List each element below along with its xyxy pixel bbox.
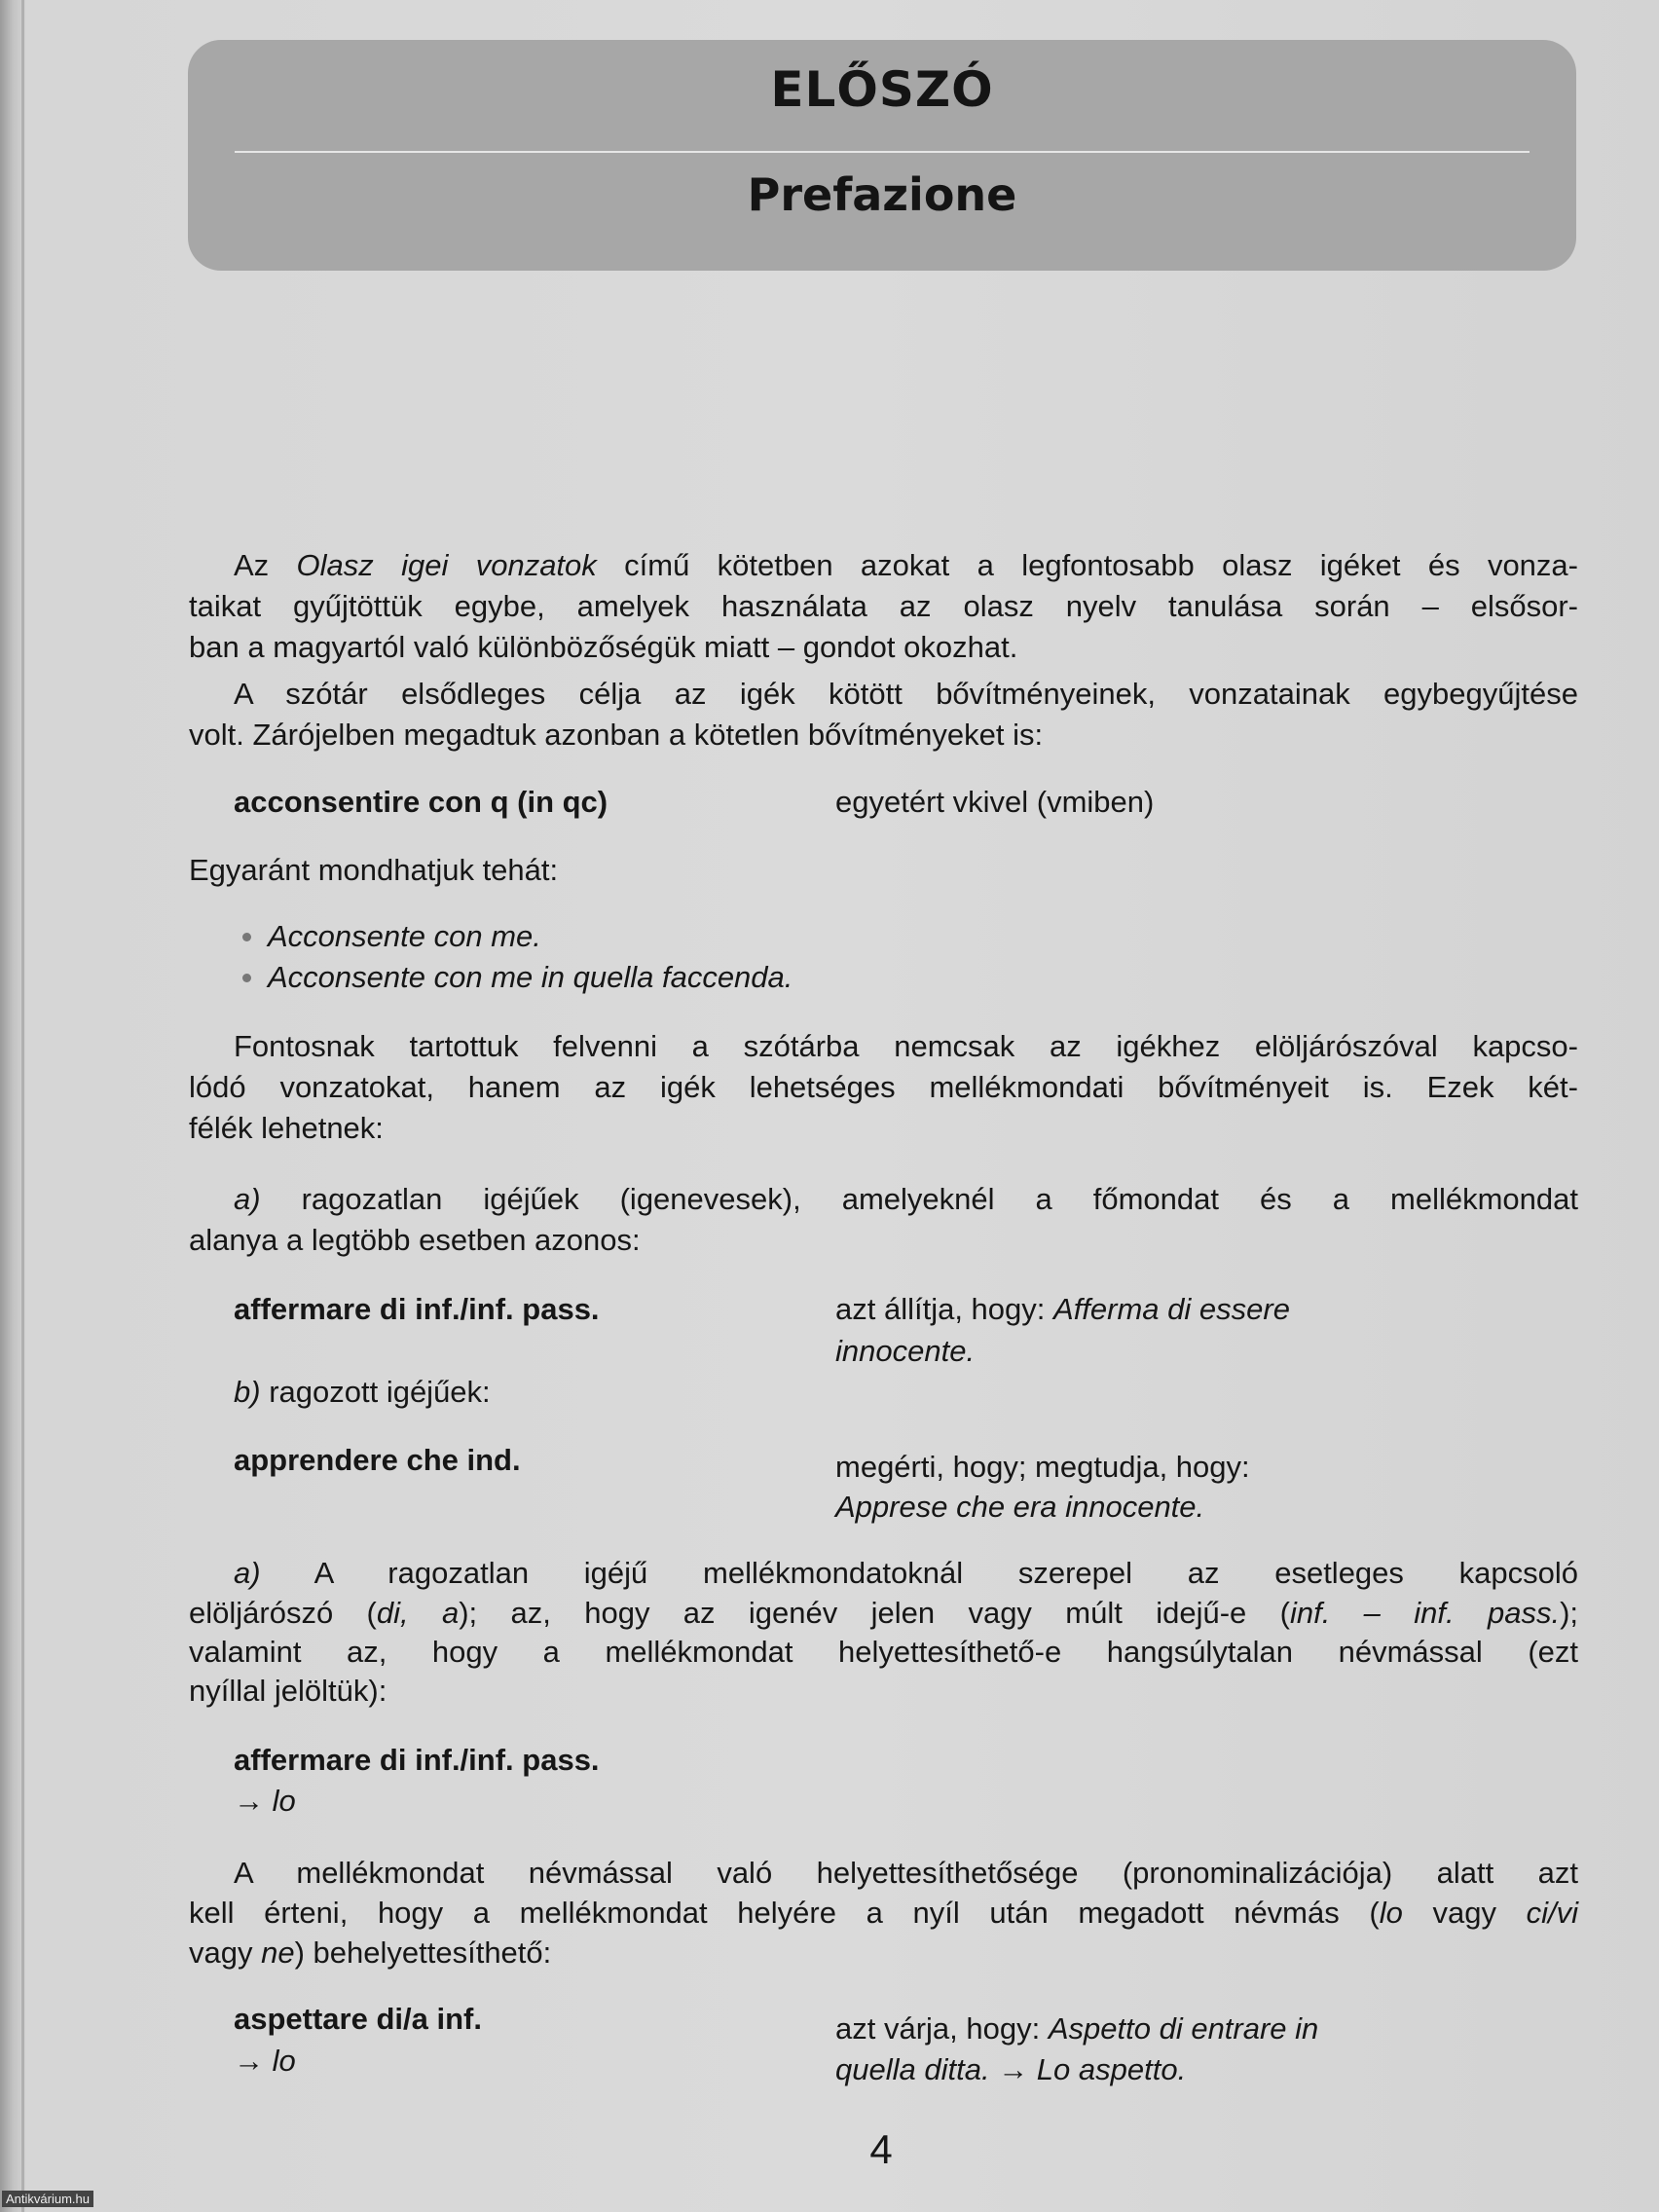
- text-line: [234, 1853, 1578, 1894]
- text-segment: ) behelyettesíthető:: [294, 1936, 552, 1970]
- text-segment: →: [234, 2044, 273, 2078]
- text-segment: vagy: [189, 1936, 262, 1970]
- definition-line: [835, 2009, 1318, 2049]
- italic-text: di, a: [376, 1596, 460, 1630]
- headword-line: [234, 1999, 482, 2040]
- text-line: [234, 1372, 491, 1413]
- text-segment: lódó vonzatokat, hanem az igék lehetséges mellékmondati bővítményeit is. Ezek két-: [189, 1070, 1578, 1104]
- italic-text: ci/vi: [1526, 1896, 1579, 1930]
- italic-text: a): [234, 1556, 261, 1590]
- pronoun-arrow-line: [234, 2041, 296, 2082]
- example-line: [835, 1331, 975, 1372]
- text-line: [234, 545, 1578, 586]
- headword-line: [234, 782, 608, 823]
- text-segment: megérti, hogy; megtudja, hogy:: [835, 1450, 1250, 1484]
- text-segment: ban a magyartól való különbözőségük miatt – gondot okozhat.: [189, 630, 1018, 664]
- bold-text: apprendere che ind.: [234, 1443, 521, 1477]
- text-segment: elöljárószó (: [189, 1596, 377, 1630]
- italic-text: lo: [1379, 1896, 1403, 1930]
- text-line: [189, 1220, 641, 1261]
- headword-line: [234, 1440, 521, 1481]
- text-line: [189, 1108, 384, 1149]
- definition-line: [835, 782, 1154, 823]
- italic-text: Olasz igei vonzatok: [296, 548, 597, 582]
- text-line: [189, 1671, 387, 1712]
- headword-line: [234, 1289, 600, 1330]
- text-segment: A szótár elsődleges célja az igék kötött bővítményeinek, vonzatainak egybegyűjtése: [234, 677, 1578, 711]
- text-line: [189, 1933, 551, 1973]
- pronoun-arrow-line: [234, 1781, 296, 1822]
- text-line: [234, 674, 1578, 715]
- text-line: [234, 1179, 1578, 1220]
- chapter-title: ELŐSZÓ: [770, 61, 994, 118]
- italic-text: b): [234, 1375, 261, 1409]
- italic-text: lo: [272, 1784, 296, 1818]
- italic-text: Aspetto di entrare in: [1048, 2011, 1319, 2046]
- italic-text: Afferma di essere: [1053, 1292, 1290, 1326]
- text-segment: ragozatlan igéjűek (igenevesek), amelyeknél a főmondat és a mellékmondat: [260, 1182, 1578, 1216]
- bold-text: affermare di inf./inf. pass.: [234, 1743, 600, 1777]
- text-segment: taikat gyűjtöttük egybe, amelyek használata az olasz nyelv tanulása során – elsősor-: [189, 589, 1578, 623]
- italic-text: Acconsente con me in quella faccenda.: [268, 960, 793, 994]
- italic-text: ne: [261, 1936, 295, 1970]
- italic-text: quella ditta. → Lo aspetto.: [835, 2052, 1187, 2086]
- header-divider: [235, 151, 1530, 153]
- italic-text: lo: [272, 2044, 296, 2078]
- text-line: [189, 850, 558, 891]
- watermark: Antikvárium.hu: [2, 2191, 93, 2207]
- text-line: [189, 1632, 1578, 1673]
- definition-line: [835, 1289, 1290, 1330]
- example-line: [835, 1487, 1204, 1528]
- text-segment: A mellékmondat névmással való helyettesíthetősége (pronominalizációja) alatt azt: [234, 1856, 1578, 1890]
- text-segment: azt várja, hogy:: [835, 2011, 1049, 2046]
- text-segment: azt állítja, hogy:: [835, 1292, 1054, 1326]
- text-line: [234, 1553, 1578, 1594]
- text-segment: Az: [234, 548, 297, 582]
- text-segment: vagy: [1402, 1896, 1527, 1930]
- text-segment: kell érteni, hogy a mellékmondat helyére a nyíl után megadott névmás (: [189, 1896, 1380, 1930]
- italic-text: innocente.: [835, 1334, 976, 1368]
- text-line: [234, 1026, 1578, 1067]
- chapter-header: [188, 40, 1576, 271]
- chapter-subtitle: Prefazione: [747, 168, 1017, 221]
- text-segment: →: [234, 1784, 273, 1818]
- italic-text: Apprese che era innocente.: [835, 1490, 1205, 1524]
- text-segment: ); az, hogy az igenév jelen vagy múlt idejű-e (: [459, 1596, 1290, 1630]
- text-segment: Fontosnak tartottuk felvenni a szótárba nemcsak az igékhez elöljárószóval kapcso-: [234, 1029, 1578, 1063]
- bullet-icon: [242, 933, 251, 941]
- example-line: [835, 2049, 1186, 2090]
- text-line: [189, 715, 1043, 756]
- text-segment: egyetért vkivel (vmiben): [835, 785, 1155, 819]
- bold-text: affermare di inf./inf. pass.: [234, 1292, 600, 1326]
- bold-text: aspettare di/a inf.: [234, 2002, 482, 2036]
- italic-text: Acconsente con me.: [268, 919, 541, 953]
- text-segment: );: [1560, 1596, 1578, 1630]
- italic-text: a): [234, 1182, 261, 1216]
- text-line: [189, 1067, 1578, 1108]
- definition-line: [835, 1447, 1250, 1488]
- bullet-icon: [242, 974, 251, 982]
- text-segment: A ragozatlan igéjű mellékmondatoknál szerepel az esetleges kapcsoló: [260, 1556, 1578, 1590]
- page-number: 4: [869, 2126, 893, 2172]
- text-line: [189, 1893, 1578, 1934]
- text-segment: volt. Zárójelben megadtuk azonban a kötetlen bővítményeket is:: [189, 718, 1044, 752]
- text-segment: félék lehetnek:: [189, 1111, 384, 1145]
- text-line: [189, 627, 1017, 668]
- bullet-line: [268, 957, 793, 998]
- bullet-line: [268, 916, 541, 957]
- page-edge: [21, 0, 24, 2212]
- headword-line: [234, 1740, 600, 1781]
- text-line: [189, 1593, 1578, 1634]
- text-segment: című kötetben azokat a legfontosabb olasz igéket és vonza-: [596, 548, 1578, 582]
- text-segment: ragozott igéjűek:: [260, 1375, 491, 1409]
- text-line: [189, 586, 1578, 627]
- italic-text: inf. – inf. pass.: [1289, 1596, 1561, 1630]
- text-segment: Egyaránt mondhatjuk tehát:: [189, 853, 559, 887]
- bold-text: acconsentire con q (in qc): [234, 785, 608, 819]
- text-segment: valamint az, hogy a mellékmondat helyettesíthető-e hangsúlytalan névmással (ezt: [189, 1635, 1578, 1669]
- text-segment: alanya a legtöbb esetben azonos:: [189, 1223, 641, 1257]
- text-segment: nyíllal jelöltük):: [189, 1674, 387, 1708]
